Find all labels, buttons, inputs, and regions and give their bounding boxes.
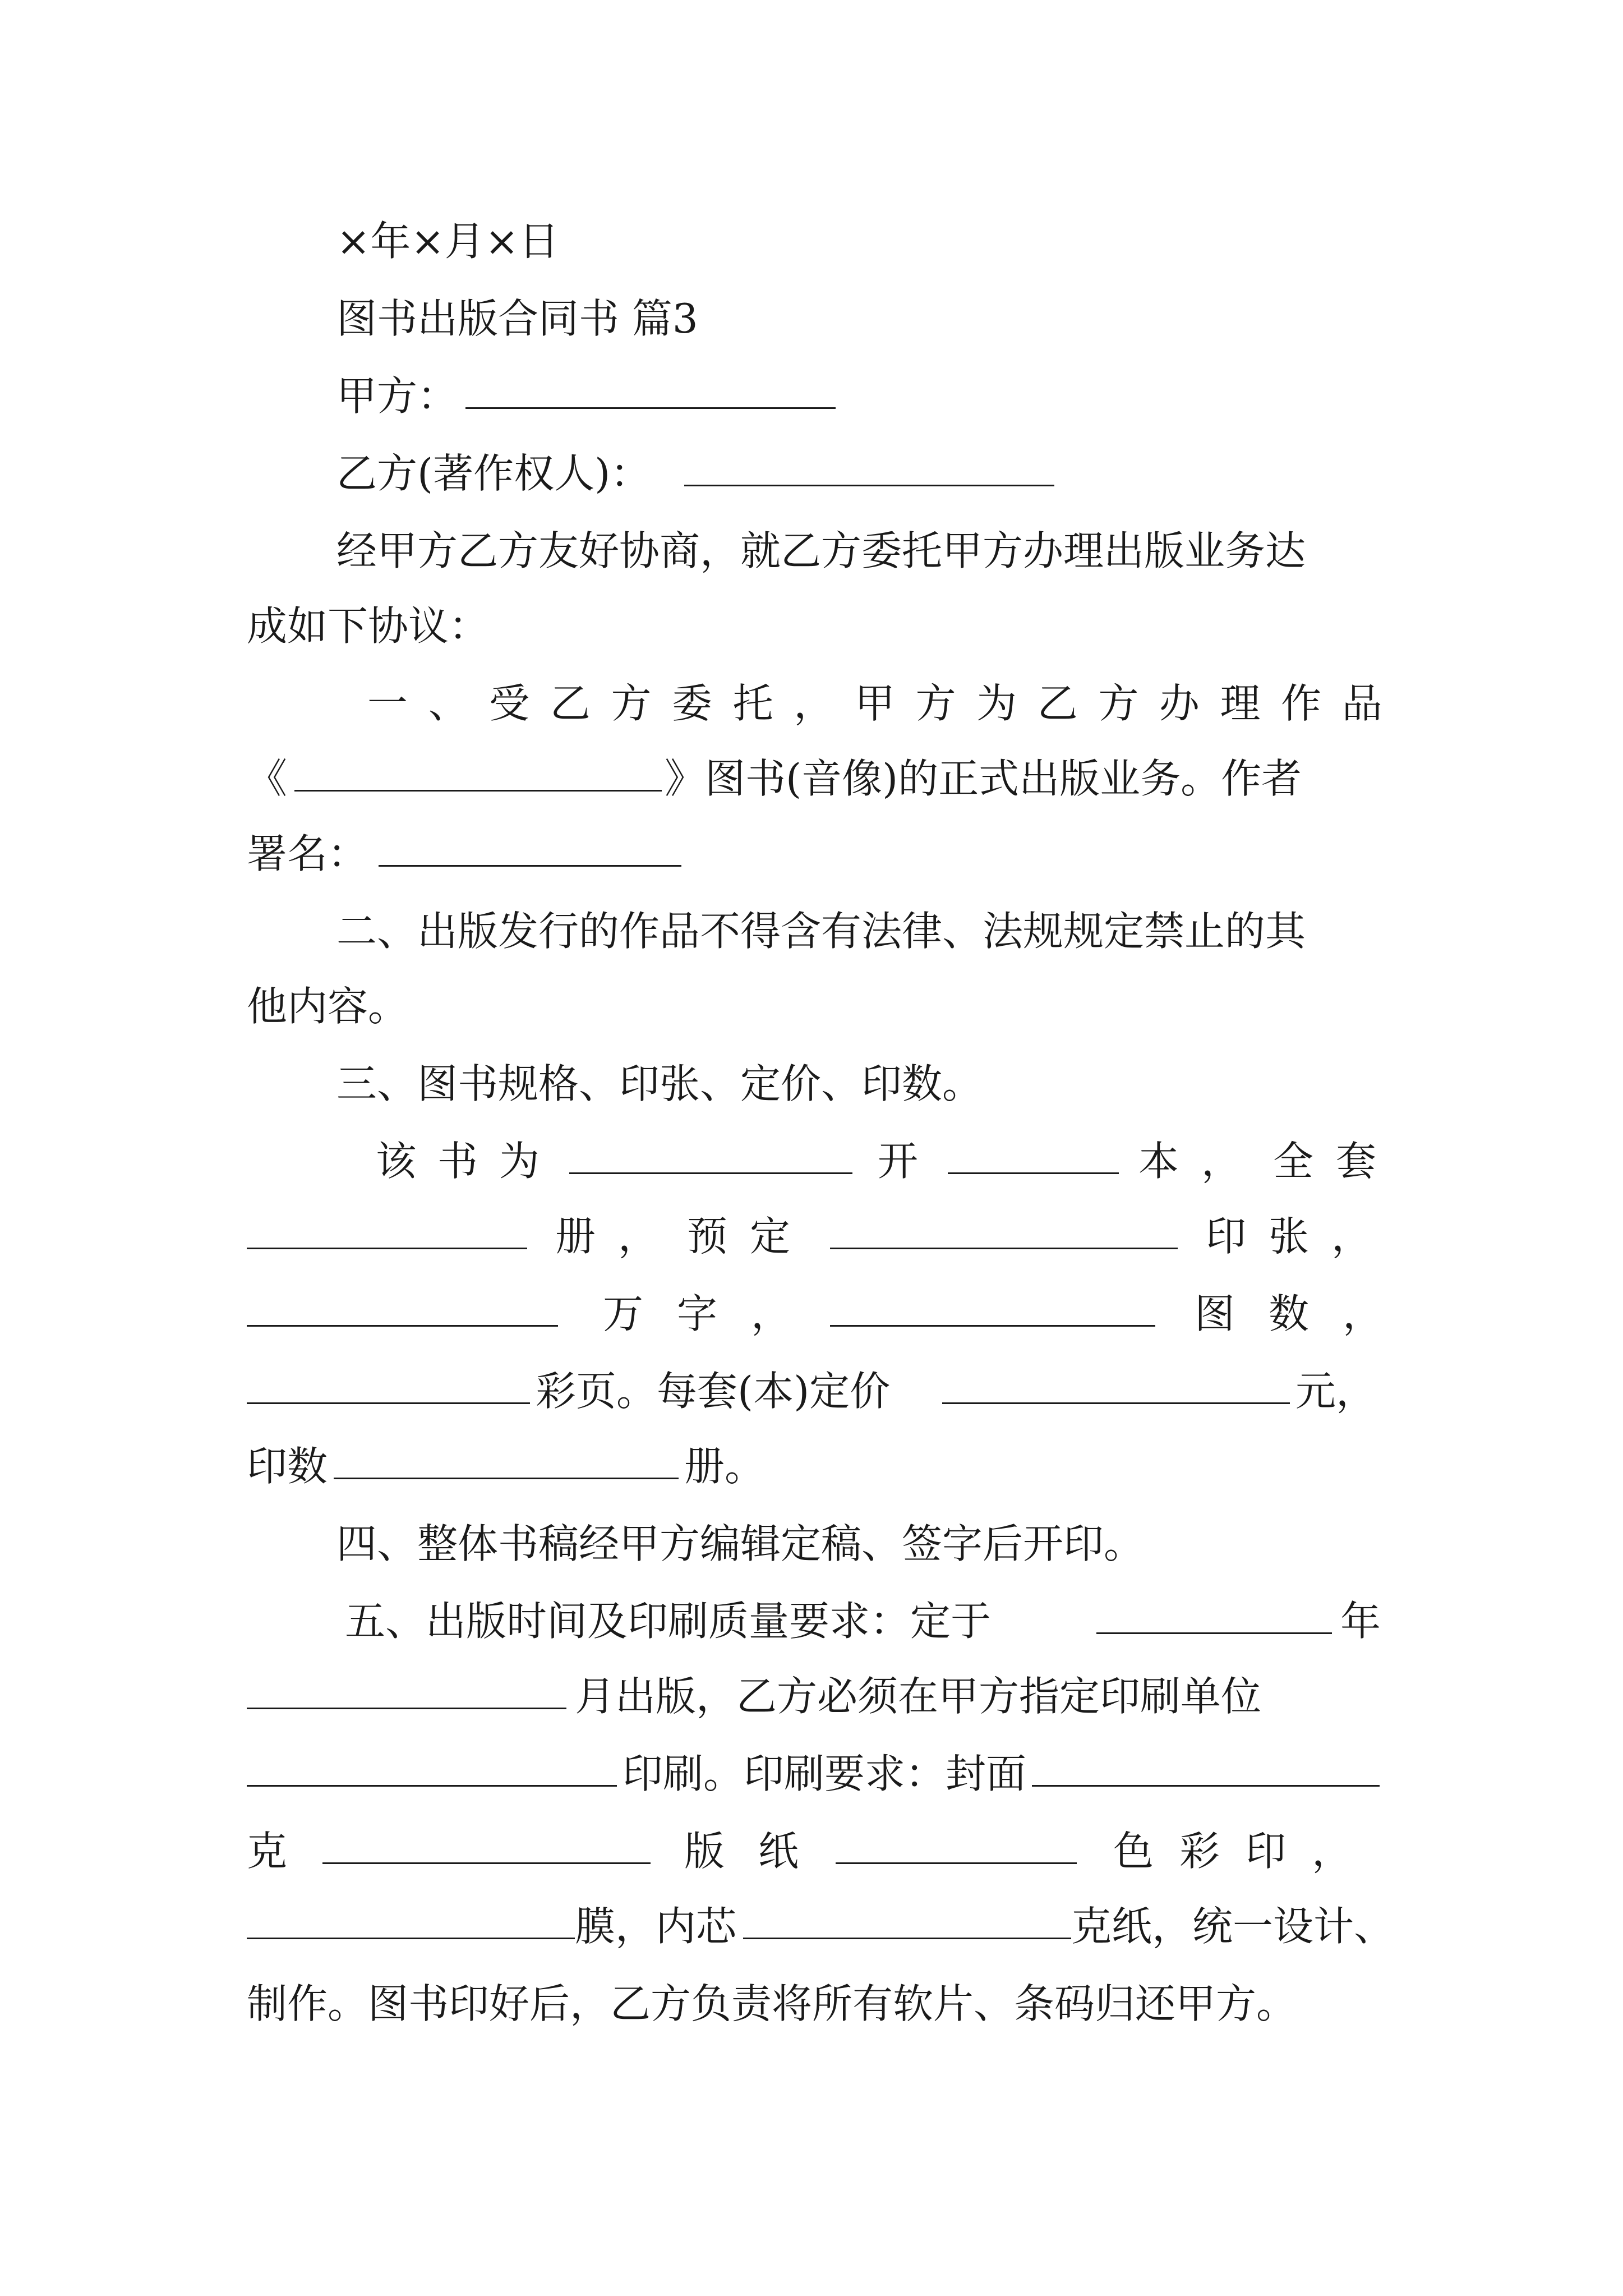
ben-blank [948, 1170, 1119, 1174]
clause-1-char: 品 [1341, 680, 1382, 727]
clause-2-line-2 [0, 978, 1623, 1034]
clause-1-char: 方 [611, 680, 652, 727]
clause-5-line-4 [0, 1823, 1623, 1879]
intro-text-1: 经甲方乙方友好协商，就乙方委托甲方办理出版业务达 [336, 527, 1306, 574]
intro-text-2: 成如下协议： [247, 602, 490, 650]
clause-5-line-5 [0, 1898, 1623, 1954]
clause-5-text-1: 五、出版时间及印刷质量要求：定于 [345, 1598, 992, 1645]
clause-3-text-1: 三、图书规格、印张、定价、印数。 [336, 1060, 983, 1107]
color-print-label: 色彩印， [1113, 1828, 1378, 1875]
year-blank [1096, 1630, 1332, 1634]
clause-1-char: 一 [367, 680, 408, 727]
clause-1-char: 办 [1159, 680, 1200, 727]
party-a-blank [465, 405, 836, 409]
words-label: 万字， [603, 1290, 826, 1337]
month-blank [247, 1705, 566, 1709]
print-run-blank [334, 1475, 679, 1479]
inner-paper-label: 克纸，统一设计、 [1071, 1903, 1395, 1950]
party-b-label: 乙方(著作权人)： [336, 450, 651, 497]
intro-line-2 [0, 598, 1623, 654]
clause-3-line-1 [0, 1056, 1623, 1112]
document-title [0, 291, 1623, 347]
year-label: 年 [1340, 1598, 1381, 1645]
party-b-line [0, 445, 1623, 501]
clause-1-char: 理 [1220, 680, 1261, 727]
price-blank [942, 1400, 1290, 1404]
clause-4-text: 四、整体书稿经甲方编辑定稿、签字后开印。 [336, 1520, 1145, 1567]
title-text: 图书出版合同书 篇3 [336, 295, 698, 342]
party-a-line [0, 368, 1623, 424]
clause-5-line-6 [0, 1976, 1623, 2032]
volumes-label: 册， [555, 1213, 681, 1260]
clause-3-line-3 [0, 1208, 1623, 1264]
sheets-blank [830, 1245, 1178, 1249]
intro-line-1 [0, 523, 1623, 579]
kai-label: 开 [878, 1138, 919, 1185]
author-signature-label: 署名： [247, 830, 368, 877]
clause-1-char: 为 [976, 680, 1017, 727]
book-is-label: 该书为 [376, 1138, 561, 1185]
clause-1-spread [367, 675, 1382, 731]
party-a-label: 甲方： [336, 372, 458, 420]
inner-paper-blank [743, 1935, 1071, 1939]
bracket-open: 《 [247, 755, 288, 802]
work-title-blank [294, 788, 662, 792]
clause-5-text-3: 印刷。印刷要求：封面 [623, 1750, 1027, 1797]
volumes-blank [247, 1245, 527, 1249]
clause-5-line-3 [0, 1746, 1623, 1802]
full-set-label: 全套 [1273, 1138, 1399, 1185]
clause-2-text-1: 二、出版发行的作品不得含有法律、法规规定禁止的其 [336, 908, 1306, 955]
date-text: ×年×月×日 [336, 218, 559, 265]
clause-1-char: 乙 [550, 680, 591, 727]
film-blank [247, 1935, 575, 1939]
ben-label: 本， [1138, 1138, 1265, 1185]
board-paper-label: 版纸 [684, 1828, 833, 1875]
yuan-label: 元， [1295, 1368, 1377, 1415]
clause-1-char: 托 [732, 680, 773, 727]
color-blank [836, 1860, 1077, 1864]
clause-4-line-1 [0, 1516, 1623, 1572]
sheets-label: 印张， [1206, 1213, 1395, 1260]
paper-type-blank [322, 1860, 651, 1864]
film-label: 膜，内芯 [575, 1903, 737, 1950]
clause-5-text-2: 月出版，乙方必须在甲方指定印刷单位 [575, 1673, 1262, 1720]
format-blank [569, 1170, 852, 1174]
author-signature-blank [379, 863, 681, 867]
planned-label: 预定 [687, 1213, 813, 1260]
clause-5-line-1 [0, 1593, 1623, 1649]
clause-3-line-2 [0, 1133, 1623, 1189]
clause-1-char: 甲 [854, 680, 895, 727]
clause-5-text-last: 制作。图书印好后，乙方负责将所有软片、条码归还甲方。 [247, 1980, 1297, 2027]
figures-blank [830, 1323, 1155, 1327]
clause-2-text-2: 他内容。 [247, 983, 409, 1030]
clause-3-line-6 [0, 1438, 1623, 1494]
clause-3-line-4 [0, 1286, 1623, 1342]
words-blank [247, 1323, 558, 1327]
color-pages-blank [247, 1400, 530, 1404]
clause-1-line-2 [0, 751, 1623, 807]
print-run-label: 印数 [247, 1443, 328, 1490]
clause-1-char: ， [794, 680, 834, 727]
clause-5-line-2 [0, 1668, 1623, 1724]
color-pages-label: 彩页。每套(本)定价 [536, 1368, 891, 1415]
date-line [0, 213, 1623, 269]
clause-2-line-1 [0, 903, 1623, 959]
clause-1-char: 委 [672, 680, 713, 727]
gram-label: 克 [247, 1828, 288, 1875]
cover-blank [1032, 1783, 1380, 1787]
clause-1-line-1 [0, 675, 1623, 731]
clause-1-char: 方 [1098, 680, 1139, 727]
figures-label: 图数， [1195, 1290, 1417, 1337]
printer-blank [247, 1783, 617, 1787]
print-run-unit: 册。 [684, 1443, 766, 1490]
party-b-blank [684, 482, 1054, 486]
clause-1-line-3 [0, 826, 1623, 882]
clause-1-char: 、 [428, 680, 469, 727]
clause-1-char: 作 [1281, 680, 1322, 727]
clause-1-char: 受 [489, 680, 530, 727]
clause-1-char: 乙 [1037, 680, 1078, 727]
clause-1-char: 方 [915, 680, 956, 727]
clause-3-line-5 [0, 1363, 1623, 1419]
clause-1-text-2: 》图书(音像)的正式出版业务。作者 [665, 755, 1302, 802]
